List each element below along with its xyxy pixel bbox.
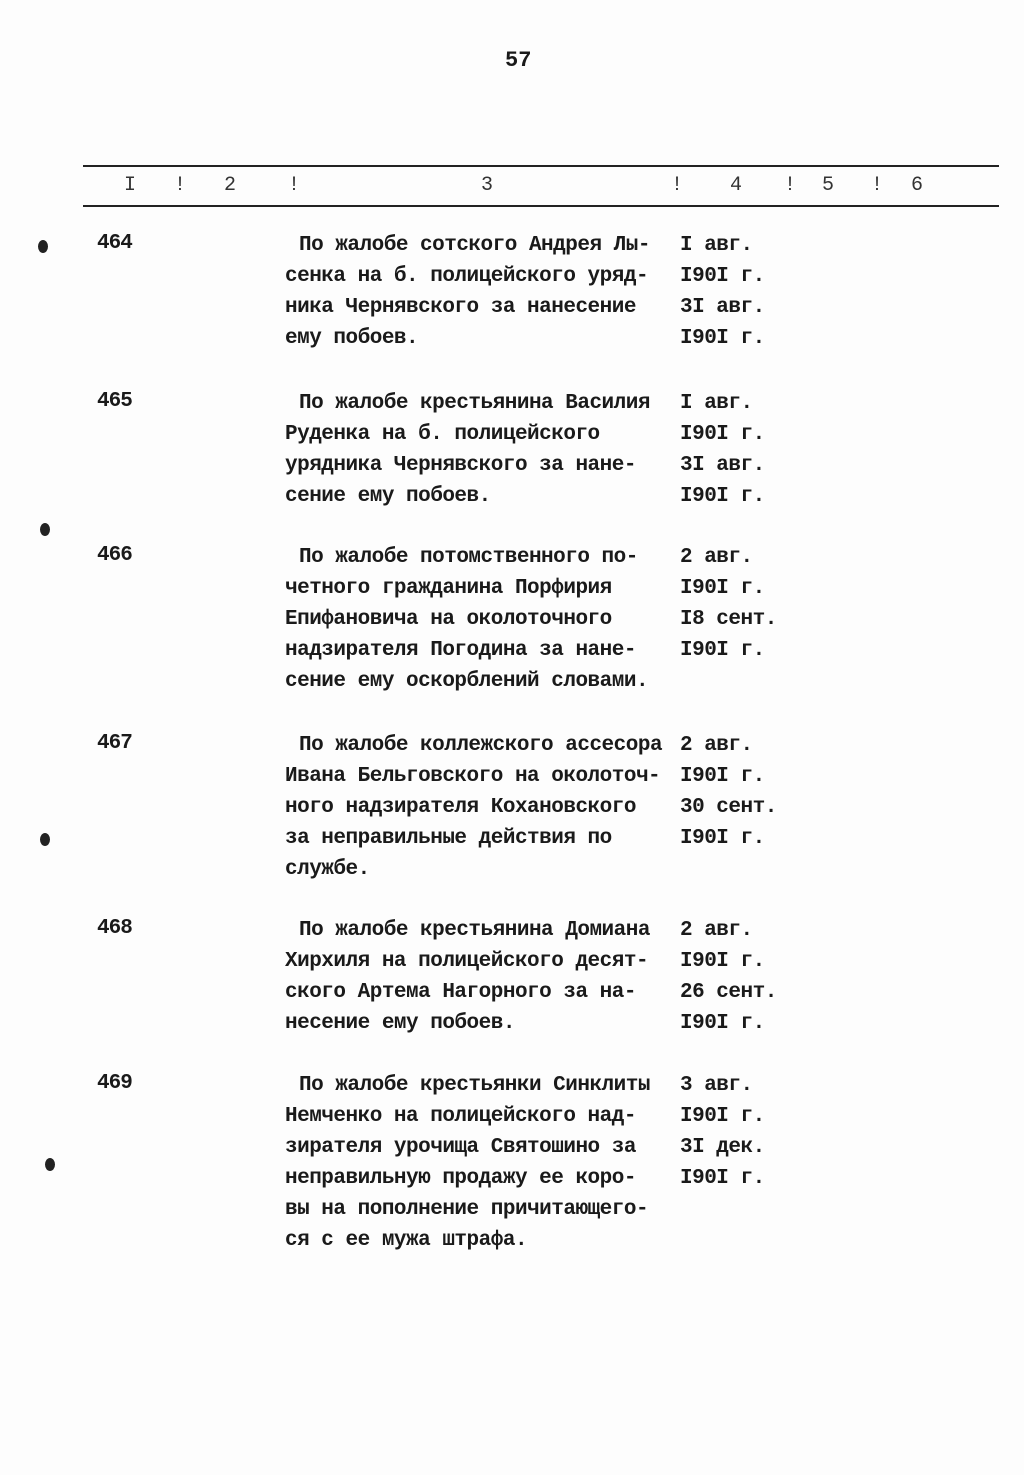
entry-description xyxy=(285,915,650,1039)
column-header-4: 4 xyxy=(730,174,743,197)
description-line: за неправильные действия по xyxy=(285,827,612,850)
description-line: ника Чернявского за нанесение xyxy=(285,296,636,319)
entry-dates xyxy=(680,730,777,854)
date-line: I авг. xyxy=(680,392,753,415)
date-line: I90I г. xyxy=(680,265,765,288)
date-line: I90I г. xyxy=(680,1167,765,1190)
entry-description xyxy=(285,1070,650,1256)
date-line: I90I г. xyxy=(680,639,765,662)
entry-description xyxy=(285,230,650,354)
date-line: 30 сент. xyxy=(680,796,777,819)
date-line: I8 сент. xyxy=(680,608,777,631)
column-separator: ! xyxy=(174,174,187,197)
description-line: По жалобе крестьянина Василия xyxy=(299,392,650,415)
date-line: I90I г. xyxy=(680,1105,765,1128)
date-line: 2 авг. xyxy=(680,734,753,757)
entry-description xyxy=(285,542,648,697)
table-header-rule xyxy=(83,205,999,207)
page-number: 57 xyxy=(505,48,532,73)
date-line: I90I г. xyxy=(680,327,765,350)
description-line: сенка на б. полицейского уряд- xyxy=(285,265,649,288)
entry-number: 467 xyxy=(97,732,132,755)
description-line: По жалобе крестьянки Синклиты xyxy=(299,1074,650,1097)
punch-hole-mark xyxy=(45,1158,55,1171)
entry-dates xyxy=(680,915,777,1039)
entry-dates xyxy=(680,1070,765,1194)
date-line: 3 авг. xyxy=(680,1074,753,1097)
description-line: ного надзирателя Кохановского xyxy=(285,796,636,819)
description-line: неправильную продажу ее коро- xyxy=(285,1167,636,1190)
column-header-2: 2 xyxy=(224,174,237,197)
description-line: четного гражданина Порфирия xyxy=(285,577,612,600)
description-line: сение ему побоев. xyxy=(285,485,491,508)
date-line: I90I г. xyxy=(680,765,765,788)
description-line: Епифановича на околоточного xyxy=(285,608,612,631)
date-line: 2 авг. xyxy=(680,546,753,569)
entry-number: 464 xyxy=(97,232,132,255)
description-line: ся с ее мужа штрафа. xyxy=(285,1229,528,1252)
date-line: I90I г. xyxy=(680,950,765,973)
date-line: 3I авг. xyxy=(680,454,765,477)
description-line: службе. xyxy=(285,858,370,881)
description-line: По жалобе сотского Андрея Лы- xyxy=(299,234,650,257)
description-line: несение ему побоев. xyxy=(285,1012,515,1035)
punch-hole-mark xyxy=(40,833,50,846)
entry-description xyxy=(285,388,650,512)
date-line: I авг. xyxy=(680,234,753,257)
entry-dates xyxy=(680,542,777,666)
description-line: Ивана Бельговского на околоточ- xyxy=(285,765,661,788)
date-line: I90I г. xyxy=(680,827,765,850)
description-line: По жалобе коллежского ассесора xyxy=(299,734,663,757)
date-line: I90I г. xyxy=(680,1012,765,1035)
table-top-rule xyxy=(83,165,999,167)
description-line: зирателя урочища Святошино за xyxy=(285,1136,636,1159)
column-header-6: 6 xyxy=(911,174,924,197)
description-line: По жалобе крестьянина Домиана xyxy=(299,919,650,942)
date-line: 3I дек. xyxy=(680,1136,765,1159)
column-separator: ! xyxy=(871,174,884,197)
description-line: ему побоев. xyxy=(285,327,419,350)
date-line: 2 авг. xyxy=(680,919,753,942)
description-line: Руденка на б. полицейского xyxy=(285,423,600,446)
punch-hole-mark xyxy=(38,240,48,253)
description-line: урядника Чернявского за нане- xyxy=(285,454,636,477)
description-line: надзирателя Погодина за нане- xyxy=(285,639,636,662)
column-header-3: 3 xyxy=(481,174,494,197)
entry-dates xyxy=(680,230,765,354)
entry-number: 466 xyxy=(97,544,132,567)
punch-hole-mark xyxy=(40,523,50,536)
description-line: Немченко на полицейского над- xyxy=(285,1105,636,1128)
column-separator: ! xyxy=(671,174,684,197)
entry-dates xyxy=(680,388,765,512)
entry-number: 465 xyxy=(97,390,132,413)
description-line: Хирхиля на полицейского десят- xyxy=(285,950,649,973)
entry-number: 468 xyxy=(97,917,132,940)
column-header-5: 5 xyxy=(822,174,835,197)
entry-description xyxy=(285,730,662,885)
description-line: вы на пополнение причитающего- xyxy=(285,1198,649,1221)
column-separator: ! xyxy=(288,174,301,197)
date-line: 26 сент. xyxy=(680,981,777,1004)
column-header-1: I xyxy=(124,174,137,197)
entry-number: 469 xyxy=(97,1072,132,1095)
column-separator: ! xyxy=(784,174,797,197)
date-line: 3I авг. xyxy=(680,296,765,319)
date-line: I90I г. xyxy=(680,577,765,600)
date-line: I90I г. xyxy=(680,423,765,446)
description-line: ского Артема Нагорного за на- xyxy=(285,981,636,1004)
description-line: По жалобе потомственного по- xyxy=(299,546,638,569)
date-line: I90I г. xyxy=(680,485,765,508)
description-line: сение ему оскорблений словами. xyxy=(285,670,649,693)
